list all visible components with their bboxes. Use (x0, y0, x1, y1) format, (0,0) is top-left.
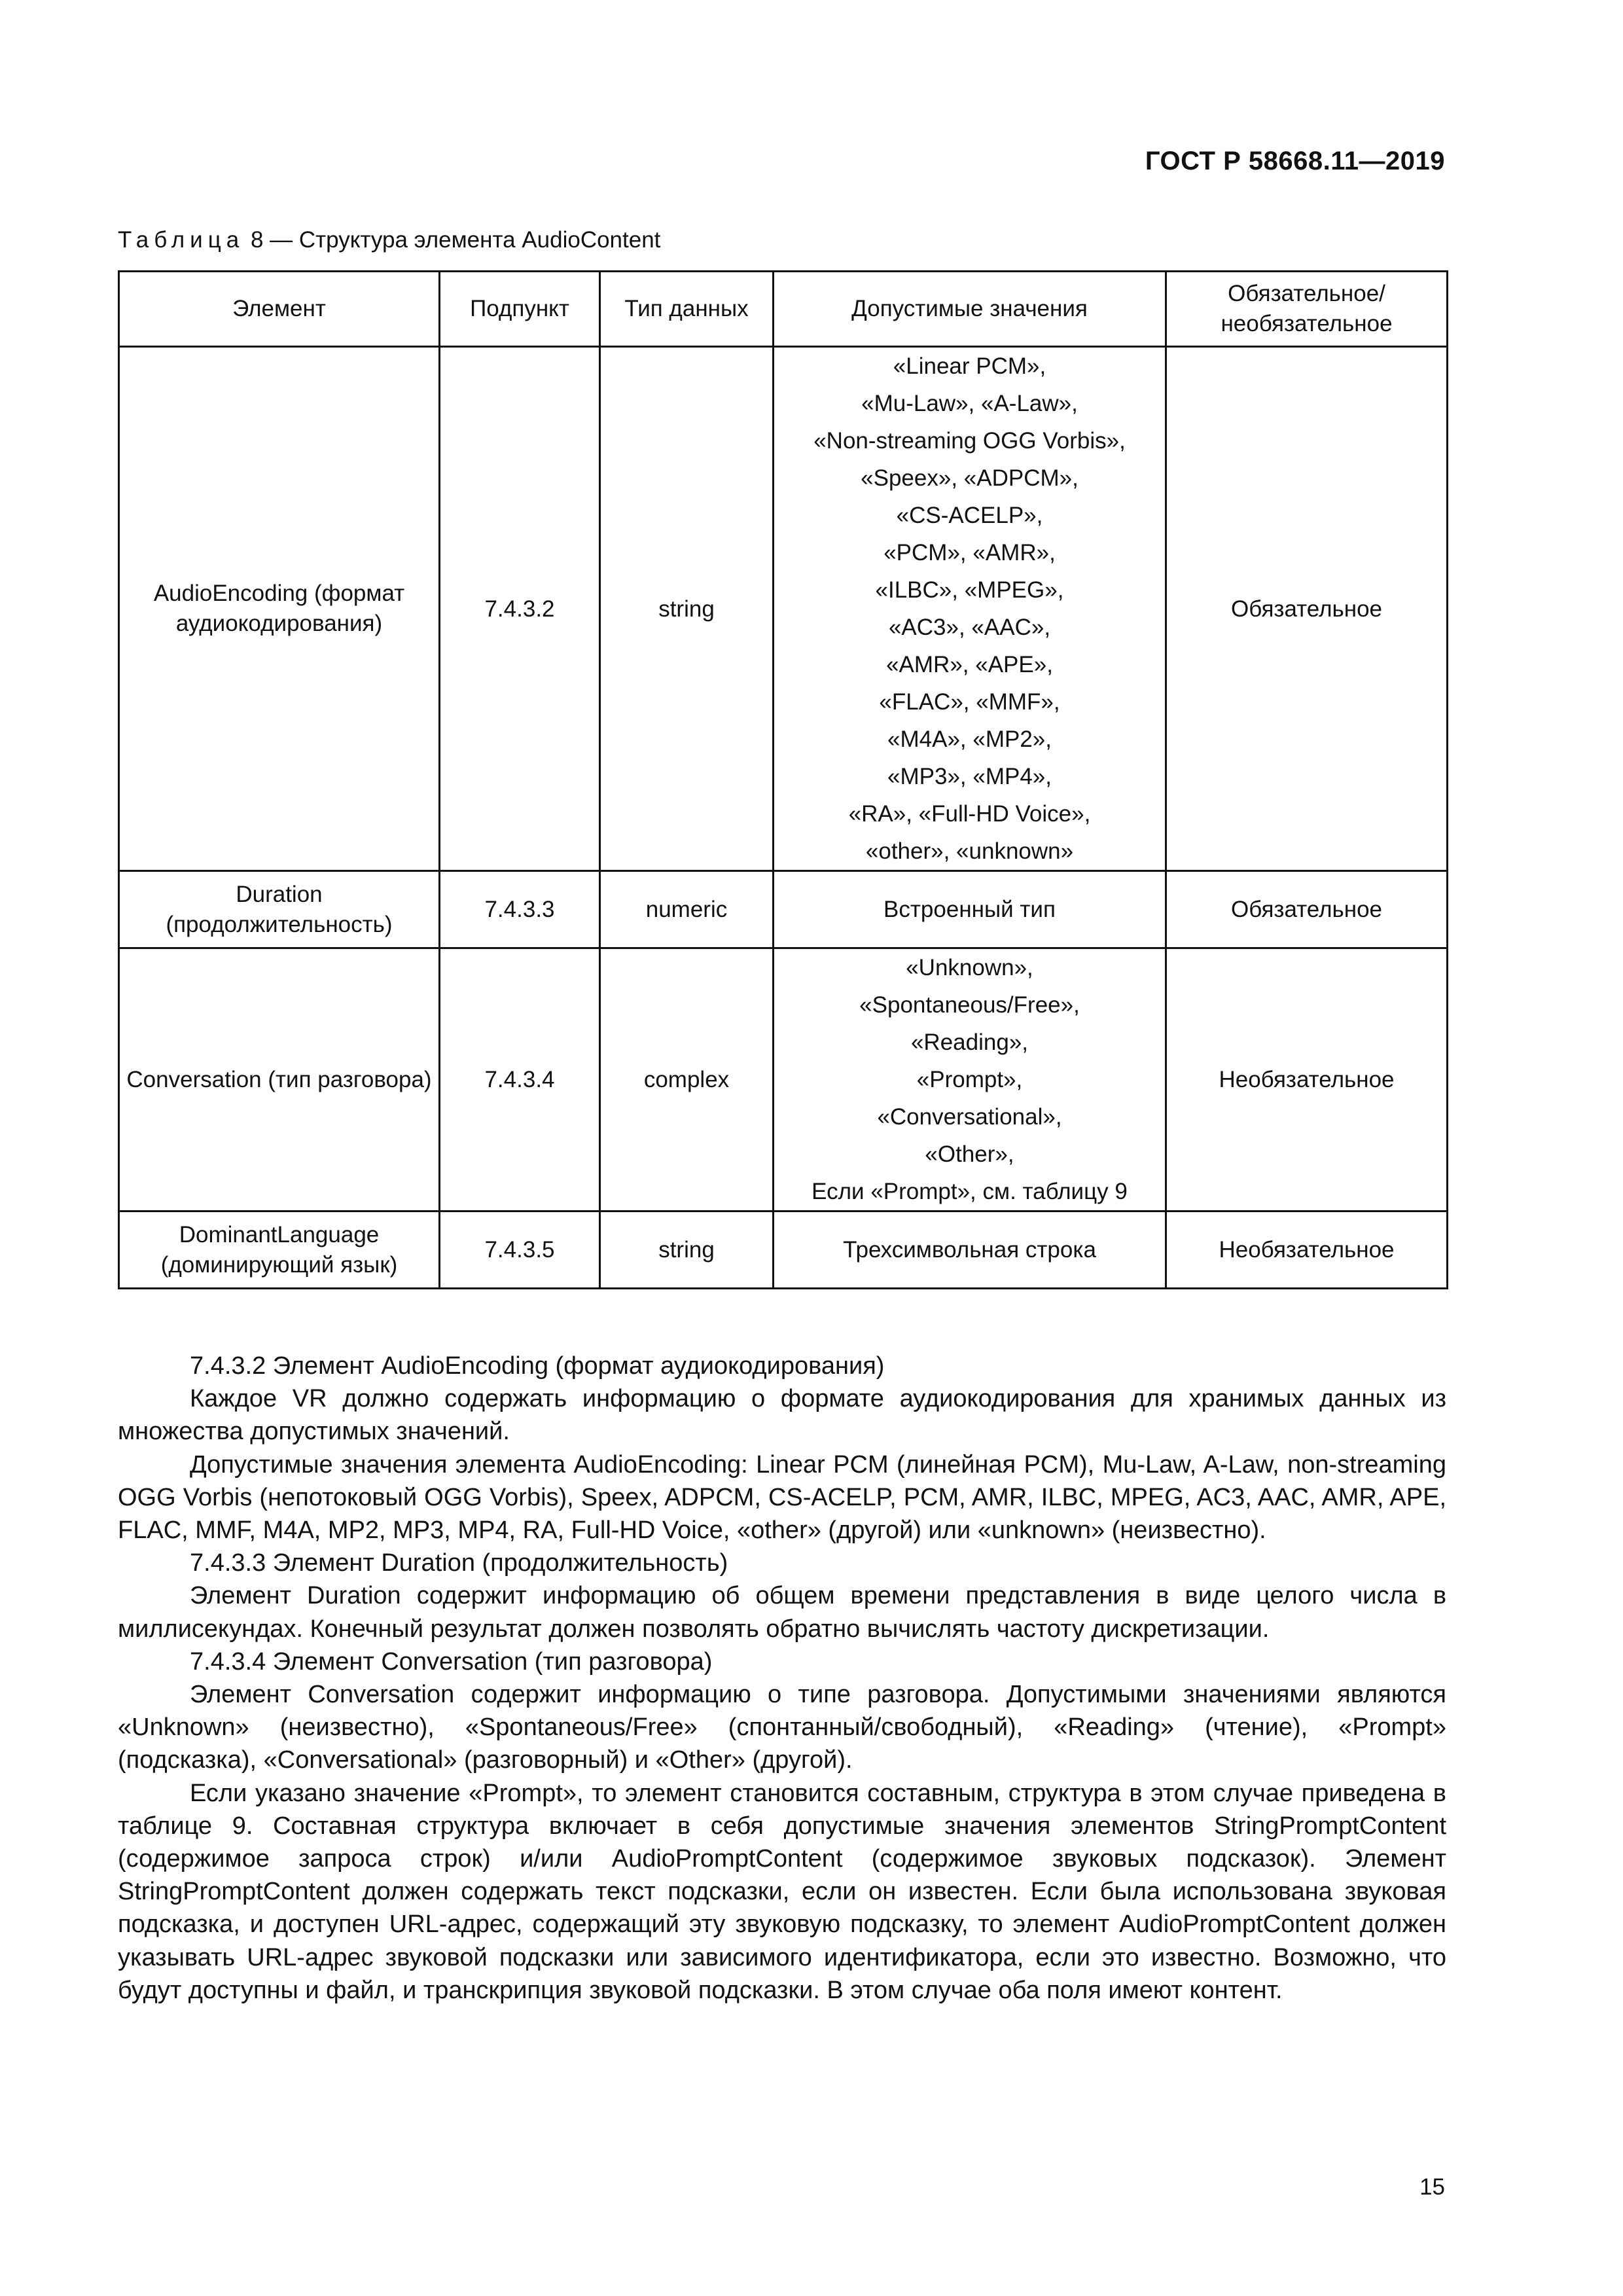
audio-content-table (118, 270, 1448, 1289)
cell-element: DominantLanguage (доминирующий язык) (119, 1211, 440, 1289)
cell-type: numeric (600, 871, 774, 948)
cell-type: string (600, 347, 774, 871)
table-caption (118, 227, 660, 253)
page-number: 15 (1419, 2174, 1445, 2200)
value-line: Если «Prompt», см. таблицу 9 (812, 1179, 1128, 1204)
value-line: «M4A», «MP2», (887, 726, 1052, 752)
paragraph: Элемент Conversation содержит информацию о типе разговора. Допустимыми значениями являются «Unknown» (неизвестно), «Spontaneous/Free» (спонтанный/свободный), «Reading» (чтение), «Prompt» (подсказка), «Conversational» (разговорный) и «Other» (другой). (118, 1681, 1446, 1774)
section-heading: 7.4.3.3 Элемент Duration (продолжительность) (190, 1549, 728, 1577)
header-subclause: Подпункт (440, 272, 600, 347)
paragraph: Элемент Duration содержит информацию об общем времени представления в виде целого числа в миллисекундах. Конечный результат должен позволять обратно вычислять частоту дискретизации. (118, 1582, 1446, 1643)
cell-subclause: 7.4.3.3 (440, 871, 600, 948)
value-line: «AC3», «AAC», (888, 615, 1051, 640)
value-line: «Other», (925, 1141, 1014, 1167)
value-line: «Conversational», (877, 1104, 1062, 1130)
cell-values (774, 1211, 1166, 1289)
value-line: «other», «unknown» (865, 838, 1074, 864)
cell-required: Обязательное (1166, 347, 1448, 871)
table-caption-prefix: Таблица (118, 227, 245, 253)
table-row (119, 871, 1448, 948)
table-row (119, 948, 1448, 1211)
header-data-type: Тип данных (600, 272, 774, 347)
value-line: «ILBC», «MPEG», (875, 577, 1064, 603)
header-required: Обязательное/ необязательное (1166, 272, 1448, 347)
cell-subclause: 7.4.3.4 (440, 948, 600, 1211)
value-line: Трехсимвольная строка (843, 1237, 1096, 1263)
cell-type: complex (600, 948, 774, 1211)
document-standard-number: ГОСТ Р 58668.11—2019 (1145, 147, 1445, 175)
header-allowed-values: Допустимые значения (774, 272, 1166, 347)
cell-values (774, 871, 1166, 948)
value-line: «PCM», «AMR», (883, 540, 1056, 565)
paragraph: Каждое VR должно содержать информацию о формате аудиокодирования для хранимых данных из множества допустимых значений. (118, 1385, 1446, 1446)
value-line: «Reading», (910, 1030, 1029, 1055)
value-line: Встроенный тип (883, 897, 1056, 922)
value-line: «MP3», «MP4», (887, 764, 1052, 789)
value-line: «Non-streaming OGG Vorbis», (813, 428, 1126, 454)
cell-element: Duration (продолжительность) (119, 871, 440, 948)
cell-element: Conversation (тип разговора) (119, 948, 440, 1211)
cell-subclause: 7.4.3.5 (440, 1211, 600, 1289)
table-header-row (119, 272, 1448, 347)
value-line: «Spontaneous/Free», (859, 992, 1080, 1018)
cell-values (774, 948, 1166, 1211)
value-line: «Linear PCM», (893, 353, 1046, 379)
cell-element: AudioEncoding (формат аудиокодирования) (119, 347, 440, 871)
body-text (118, 1350, 1446, 2007)
paragraph: Если указано значение «Prompt», то элемент становится составным, структура в этом случае приведена в таблице 9. Составная структура включает в себя допустимые значения элементов StringPromptContent (содержимое запроса строк) и/или AudioPromptContent (содержимое звуковых подсказок). Элемент StringPromptContent должен содержать текст подсказки, если он известен. Если была использована звуковая подсказка, и доступен URL-адрес, содержащий эту звуковую подсказку, то элемент AudioPromptContent должен указывать URL-адрес звуковой подсказки или зависимого идентификатора, если это известно. Возможно, что будут доступны и файл, и транскрипция звуковой подсказки. В этом случае оба поля имеют контент. (118, 1779, 1446, 2004)
value-line: «AMR», «APE», (886, 652, 1053, 677)
cell-required: Обязательное (1166, 871, 1448, 948)
value-line: «Mu-Law», «A-Law», (861, 391, 1078, 416)
header-element: Элемент (119, 272, 440, 347)
table-row (119, 347, 1448, 871)
cell-subclause: 7.4.3.2 (440, 347, 600, 871)
section-heading: 7.4.3.4 Элемент Conversation (тип разговора) (190, 1647, 713, 1676)
cell-values (774, 347, 1166, 871)
cell-type: string (600, 1211, 774, 1289)
value-line: «FLAC», «MMF», (879, 689, 1060, 715)
cell-required: Необязательное (1166, 1211, 1448, 1289)
value-line: «RA», «Full-HD Voice», (848, 801, 1091, 827)
cell-required: Необязательное (1166, 948, 1448, 1211)
value-line: «Prompt», (916, 1067, 1023, 1092)
value-line: «Unknown», (906, 955, 1033, 980)
table-row (119, 1211, 1448, 1289)
table-caption-title: 8 — Структура элемента AudioContent (244, 227, 661, 253)
value-line: «Speex», «ADPCM», (861, 465, 1079, 491)
paragraph: Допустимые значения элемента AudioEncoding: Linear PCM (линейная PCM), Mu-Law, A-Law, non-streaming OGG Vorbis (непотоковый OGG Vorbis), Speex, ADPCM, CS-ACELP, PCM, AMR, ILBC, MPEG, AC3, AAC, AMR, APE, FLAC, MMF, M4A, MP2, MP3, MP4, RA, Full-HD Voice, «other» (другой) или «unknown» (неизвестно). (118, 1450, 1446, 1545)
value-line: «CS-ACELP», (896, 503, 1043, 528)
section-heading: 7.4.3.2 Элемент AudioEncoding (формат аудиокодирования) (190, 1352, 885, 1380)
